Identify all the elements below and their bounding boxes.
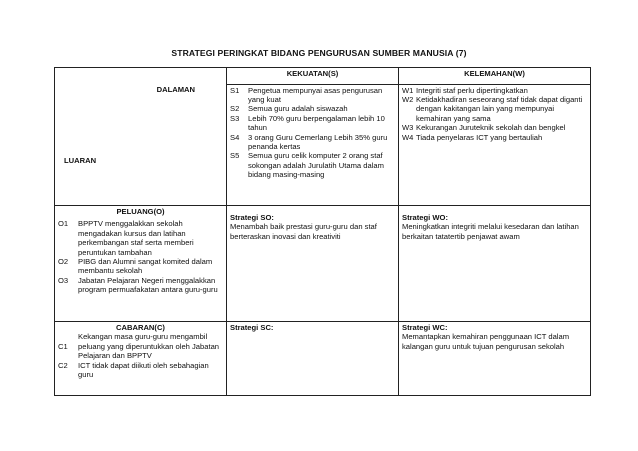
list-item [58,342,223,361]
threats-lead-text: Kekangan masa guru-guru mengambil [78,332,208,342]
strategy-sc-title: Strategi SC: [230,323,274,332]
opportunities-header: PELUANG(O) [116,207,165,216]
item-code: C1 [58,341,68,351]
page-title: STRATEGI PERINGKAT BIDANG PENGURUSAN SUMBER MANUSIA (7) [171,48,467,58]
header-row [55,68,591,85]
item-text: Kekurangan Juruteknik sekolah dan bengkel [416,123,566,133]
item-code: O3 [58,275,69,285]
item-code: S5 [230,151,240,161]
weaknesses-header: KELEMAHAN(W) [399,68,591,85]
item-code: C2 [58,360,68,370]
threats-header: CABARAN(C) [116,323,165,332]
item-code: O2 [58,257,69,267]
threats-row [55,322,591,396]
strategy-sc-cell [227,322,399,396]
opportunities-list [58,219,223,294]
swot-table [54,67,591,396]
list-item [58,361,223,380]
corner-cell [55,68,227,206]
item-code: W3 [402,123,414,133]
opportunities-row [55,206,591,322]
strategy-so-cell [227,206,399,322]
list-item [58,219,223,257]
list-item [58,257,223,276]
strategy-wo-title: Strategi WO: [402,213,448,222]
list-item [230,133,395,152]
item-code: S4 [230,132,240,142]
weaknesses-cell [399,84,591,205]
item-text: Ketidakhadiran seseorang staf tidak dapat diganti dengan kakitangan lain yang mempunyai kemahiran yang sama [416,95,583,123]
list-item [230,151,395,179]
strategy-wc-cell [399,322,591,396]
list-item [230,86,395,105]
strategy-wo-cell [399,206,591,322]
strategy-so-title: Strategi SO: [230,213,274,222]
inside-label: DALAMAN [156,85,195,94]
item-text: Pengetua mempunyai asas pengurusan yang kuat [248,85,383,104]
strategy-wc-text: Memantapkan kemahiran penggunaan ICT dalam kalangan guru untuk tujuan pengurusan sekolah [402,332,570,351]
strategy-wo-text: Meningkatkan integriti melalui kesedaran dan latihan berkaitan tatatertib penjawat awam [402,222,579,241]
strengths-header: KEKUATAN(S) [227,68,399,85]
threats-list [58,342,223,380]
item-code: W4 [402,132,414,142]
item-code: S1 [230,85,240,95]
item-text: Integriti staf perlu dipertingkatkan [416,85,528,95]
item-text: Tiada penyelaras ICT yang bertauliah [416,132,543,142]
item-text: BPPTV menggalakkan sekolah mengadakan kursus dan latihan perkembangan staf serta memberi peruntukan tambahan [78,219,194,257]
opportunities-cell [55,206,227,322]
item-text: Semua guru celik komputer 2 orang staf sokongan adalah Jurulatih Utama dalam bidang masing-masing [248,151,384,180]
strategy-wc-title: Strategi WC: [402,323,448,332]
item-text: Semua guru adalah siswazah [248,104,348,114]
list-item [402,123,587,132]
item-text: peluang yang diperuntukkan oleh Jabatan Pelajaran dan BPPTV [78,341,220,361]
item-code: W2 [402,95,414,104]
item-text: 3 orang Guru Cemerlang Lebih 35% guru penanda kertas [248,132,388,152]
strengths-list [230,86,395,180]
list-item [58,276,223,295]
item-text: Lebih 70% guru berpengalaman lebih 10 tahun [248,113,385,133]
weaknesses-list [402,86,587,142]
list-item [230,104,395,113]
item-code: S3 [230,113,240,123]
item-code: O1 [58,219,69,229]
threats-cell [55,322,227,396]
list-item [402,95,587,123]
item-code: W1 [402,85,414,95]
strategy-so-text: Menambah baik prestasi guru-guru dan staf berteraskan inovasi dan kreativiti [230,222,377,241]
item-text: PIBG dan Alumni sangat komited dalam membantu sekolah [78,257,213,276]
item-text: ICT tidak dapat diikuti oleh sebahagian guru [78,360,209,380]
strengths-cell [227,84,399,205]
list-item [402,86,587,95]
list-item [402,133,587,142]
item-code: S2 [230,104,240,114]
item-text: Jabatan Pelajaran Negeri menggalakkan program permuafakatan antara guru-guru [78,275,218,295]
list-item [230,114,395,133]
outside-label: LUARAN [64,156,97,166]
